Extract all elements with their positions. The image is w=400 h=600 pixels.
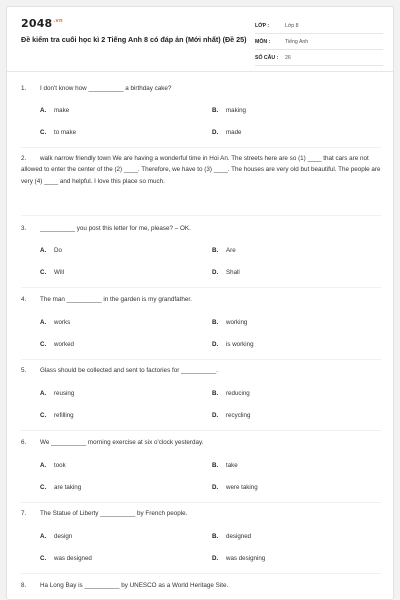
option-letter: B.: [212, 319, 219, 326]
option-text: reducing: [226, 390, 250, 397]
question-text: Ha Long Bay is __________ by UNESCO as a World Heritage Site.: [40, 582, 229, 589]
question-text: The man __________ in the garden is my grandfather.: [40, 296, 192, 303]
option-letter: A.: [40, 390, 47, 397]
option-text: worked: [54, 341, 74, 348]
meta-subject-value: Tiếng Anh: [285, 39, 309, 45]
option-text: was designed: [54, 555, 92, 562]
option-text: Do: [54, 247, 62, 254]
option-letter: A.: [40, 107, 47, 114]
option-letter: A.: [40, 462, 47, 469]
question-text: The Statue of Liberty __________ by French people.: [40, 510, 188, 517]
header-divider: [7, 71, 394, 72]
option-letter: B.: [212, 533, 219, 540]
meta-count-row: [255, 50, 383, 66]
exam-title: Đề kiểm tra cuối học kì 2 Tiếng Anh 8 có đáp án (Mới nhất) (Đề 25): [21, 35, 247, 44]
question-number: 8.: [21, 582, 27, 589]
site-logo[interactable]: $2048^{.vn}$: [21, 17, 63, 30]
question-number: 7.: [21, 510, 27, 517]
question-number: 3.: [21, 225, 27, 232]
option-text: were taking: [226, 484, 258, 491]
question-divider: [21, 430, 381, 431]
exam-page: [6, 6, 394, 600]
meta-class-value: Lớp 8: [285, 23, 299, 29]
meta-subject-row: [255, 34, 383, 50]
question-divider: [21, 573, 381, 574]
option-letter: D.: [212, 412, 219, 419]
option-text: took: [54, 462, 66, 469]
question-divider: [21, 359, 381, 360]
option-letter: D.: [212, 341, 219, 348]
question-number: 5.: [21, 367, 27, 374]
question-text: We __________ morning exercise at six o'clock yesterday.: [40, 439, 204, 446]
option-text: works: [54, 319, 71, 326]
option-letter: B.: [212, 247, 219, 254]
option-letter: B.: [212, 462, 219, 469]
meta-class-label: LỚP :: [255, 23, 270, 29]
question-text: Glass should be collected and sent to factories for __________.: [40, 367, 218, 374]
question-divider: [21, 287, 381, 288]
meta-count-label: SỐ CÂU :: [255, 55, 279, 61]
question-number: 1.: [21, 85, 27, 92]
option-letter: B.: [212, 107, 219, 114]
option-letter: A.: [40, 533, 47, 540]
option-text: making: [226, 107, 246, 114]
option-letter: C.: [40, 269, 47, 276]
option-text: is working: [226, 341, 254, 348]
option-letter: C.: [40, 129, 47, 136]
option-text: was designing: [226, 555, 266, 562]
option-text: make: [54, 107, 70, 114]
option-letter: C.: [40, 484, 47, 491]
option-letter: C.: [40, 555, 47, 562]
option-text: designed: [226, 533, 252, 540]
question-number: 2.: [21, 155, 27, 162]
question-passage: [21, 153, 383, 187]
exam-meta: [255, 18, 383, 66]
option-text: reusing: [54, 390, 75, 397]
option-letter: D.: [212, 129, 219, 136]
meta-subject-label: MÔN :: [255, 39, 271, 45]
option-letter: A.: [40, 247, 47, 254]
exam-header: [7, 7, 394, 69]
question-number: 4.: [21, 296, 27, 303]
option-letter: D.: [212, 269, 219, 276]
question-text: __________ you post this letter for me, please? – OK.: [40, 225, 191, 232]
option-text: Will: [54, 269, 64, 276]
option-letter: C.: [40, 412, 47, 419]
option-letter: D.: [212, 555, 219, 562]
question-divider: [21, 502, 381, 503]
question-2: [7, 153, 394, 201]
option-text: Shall: [226, 269, 240, 276]
question-number: 6.: [21, 439, 27, 446]
option-text: Are: [226, 247, 236, 254]
question-divider: [21, 147, 381, 148]
option-text: working: [226, 319, 248, 326]
question-divider: [21, 215, 381, 216]
option-text: to make: [54, 129, 77, 136]
option-text: refilling: [54, 412, 74, 419]
meta-count-value: 26: [285, 55, 291, 61]
question-text: I don't know how __________ a birthday cake?: [40, 85, 172, 92]
option-text: recycling: [226, 412, 251, 419]
option-letter: A.: [40, 319, 47, 326]
option-text: made: [226, 129, 242, 136]
question-text: walk narrow friendly town We are having a wonderful time in Hoi An. The streets here are so (1) ____ that cars are not allowed to enter the center of the (2) ____. Therefore, we have to (3) ____. The houses are very old but beautiful. The people are very (4) ____ and helpful. I love this place so much.: [21, 155, 381, 185]
option-letter: B.: [212, 390, 219, 397]
meta-class-row: [255, 18, 383, 34]
option-letter: C.: [40, 341, 47, 348]
option-text: design: [54, 533, 73, 540]
option-text: are taking: [54, 484, 82, 491]
option-text: take: [226, 462, 238, 469]
option-letter: D.: [212, 484, 219, 491]
